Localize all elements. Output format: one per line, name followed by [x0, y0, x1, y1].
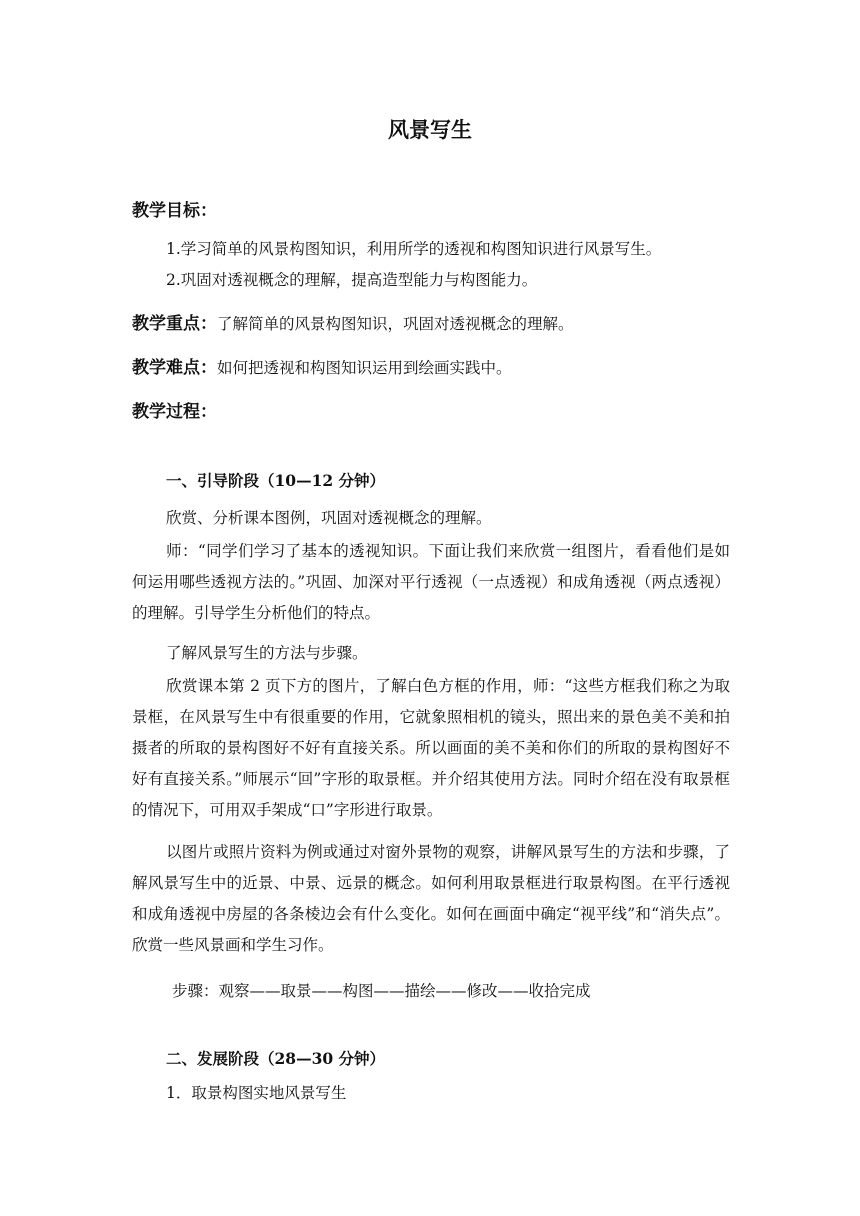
- document-title: 风景写生: [388, 117, 472, 142]
- difficulty-text: 如何把透视和构图知识运用到绘画实践中。: [217, 359, 512, 377]
- teacher-paragraph: 师：“同学们学习了基本的透视知识。下面让我们来欣赏一组图片，看看他们是如何运用哪些透视方法的。”巩固、加深对平行透视（一点透视）和成角透视（两点透视）的理解。引导学生分析他们的特点。: [132, 542, 730, 622]
- process-heading: 教学过程：: [132, 402, 217, 422]
- focus-label: 教学重点：: [132, 314, 217, 334]
- section2-heading: 二、发展阶段（28—30 分钟）: [166, 1049, 386, 1068]
- section2-item1: 1．取景构图实地风景写生: [166, 1084, 347, 1102]
- method-line: 了解风景写生的方法与步骤。: [166, 644, 368, 662]
- goal-item-2: 2.巩固对透视概念的理解，提高造型能力与构图能力。: [166, 271, 538, 289]
- section1-line1: 欣赏、分析课本图例，巩固对透视概念的理解。: [166, 509, 492, 527]
- steps-line: 步骤：观察——取景——构图——描绘——修改——收拾完成: [172, 982, 591, 1000]
- goal-item-1: 1.学习简单的风景构图知识，利用所学的透视和构图知识进行风景写生。: [166, 240, 662, 258]
- focus-text: 了解简单的风景构图知识，巩固对透视概念的理解。: [217, 315, 574, 333]
- photo-paragraph: 以图片或照片资料为例或通过对窗外景物的观察，讲解风景写生的方法和步骤，了解风景写生中的近景、中景、远景的概念。如何利用取景框进行取景构图。在平行透视和成角透视中房屋的各条棱边会有什么变化。如何在画面中确定“视平线”和“消失点”。欣赏一些风景画和学生习作。: [132, 843, 730, 954]
- difficulty-row: [132, 353, 512, 378]
- goals-heading: 教学目标：: [132, 201, 217, 221]
- difficulty-label: 教学难点：: [132, 358, 217, 378]
- focus-row: [132, 309, 574, 334]
- section1-heading: 一、引导阶段（10—12 分钟）: [166, 471, 386, 490]
- frame-paragraph: 欣赏课本第 2 页下方的图片，了解白色方框的作用，师：“这些方框我们称之为取景框，在风景写生中有很重要的作用，它就象照相机的镜头，照出来的景色美不美和拍摄者的所取的景构图好不好有直接关系。所以画面的美不美和你们的所取的景构图好不好有直接关系。”师展示“回”字形的取景框。并介绍其使用方法。同时介绍在没有取景框的情况下，可用双手架成“口”字形进行取景。: [132, 677, 730, 819]
